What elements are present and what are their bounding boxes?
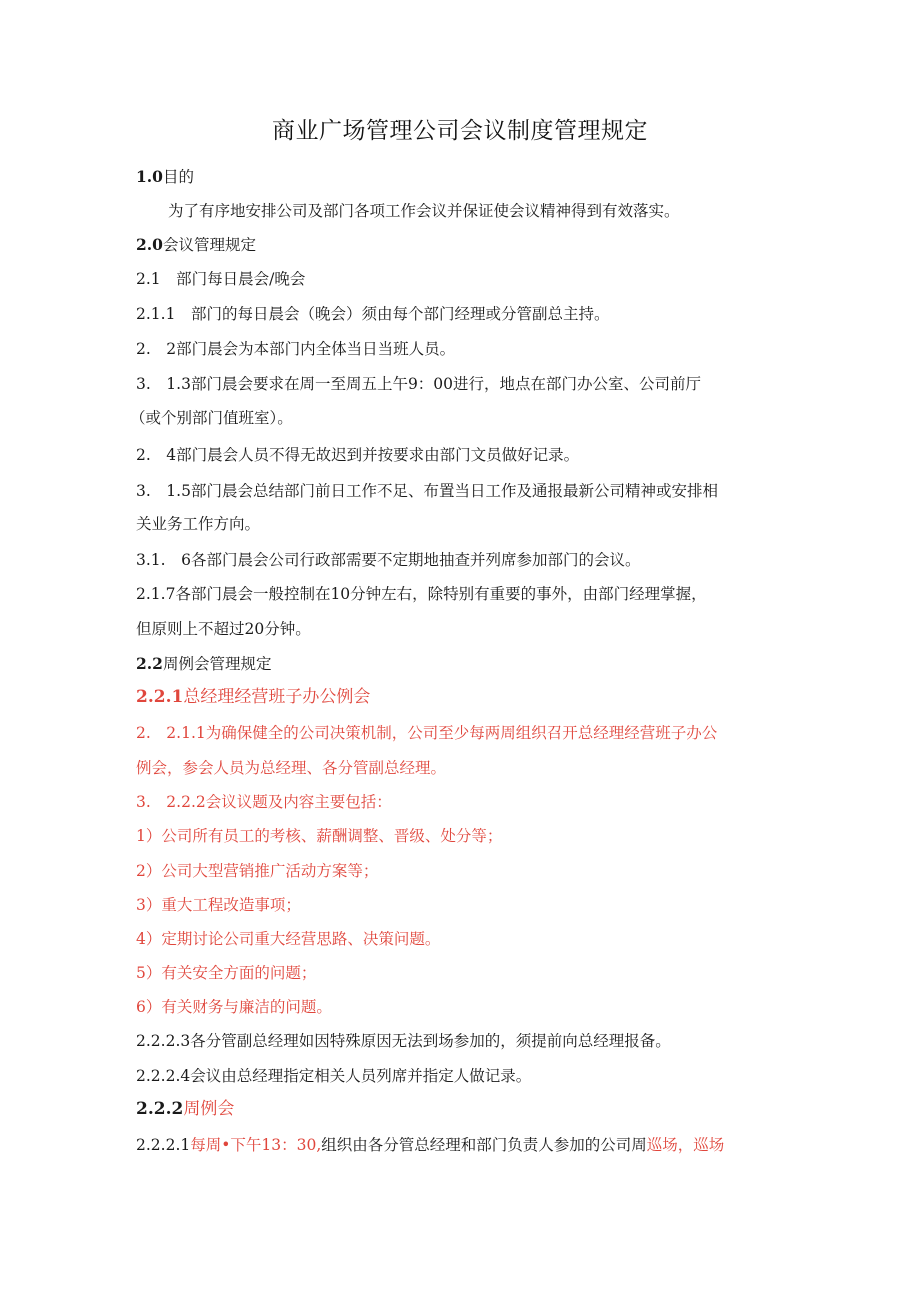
clause-line-continued: 例会，参会人员为总经理、各分管副总经理。 [136,759,447,777]
clause-text: 组织由各分管总经理和部门负责人参加的公司周 [321,1136,647,1154]
section-title: 总经理经营班子办公例会 [183,687,371,707]
purpose-paragraph: 为了有序地安排公司及部门各项工作会议并保证使会议精神得到有效落实。 [168,202,680,220]
clause-line [136,1135,724,1155]
highlight-text: 巡场，巡场 [646,1136,725,1154]
clause-line: 2.1.7各部门晨会一般控制在10分钟左右，除特别有重要的事外，由部门经理掌握， [136,585,707,603]
section-1-0 [136,167,194,187]
clause-line: 3. 1.5部门晨会总结部门前日工作不足、布置当日工作及通报最新公司精神或安排相 [136,482,718,500]
section-number: 2.2.1 [136,687,184,707]
clause-number: 2.2.2.1 [136,1136,191,1154]
clause-line-continued: 关业务工作方向。 [136,515,261,533]
list-item: 5）有关安全方面的问题； [136,964,317,982]
clause-line: 2.2.2.3各分管副总经理如因特殊原因无法到场参加的，须提前向总经理报备。 [136,1032,671,1050]
subsection-2-1: 2.1 部门每日晨会/晚会 [136,270,306,288]
subsection-2-2-1 [136,687,370,707]
highlight-text: 每周•下午13：30, [190,1136,322,1154]
clause-line: 2. 2部门晨会为本部门内全体当日当班人员。 [136,340,456,358]
section-2-0 [136,235,256,255]
document-title: 商业广场管理公司会议制度管理规定 [272,118,648,144]
clause-line: 2.2.2.4会议由总经理指定相关人员列席并指定人做记录。 [136,1067,532,1085]
list-item: 6）有关财务与廉洁的问题。 [136,998,332,1016]
list-item: 4）定期讨论公司重大经营思路、决策问题。 [136,930,441,948]
section-title: 周例会 [183,1099,235,1119]
section-number: 2.2 [136,654,163,673]
section-title: 周例会管理规定 [162,655,272,673]
section-number: 1.0 [136,167,163,186]
section-title: 会议管理规定 [162,236,256,254]
clause-line-continued: （或个别部门值班室）。 [130,409,293,427]
clause-line: 2. 4部门晨会人员不得无故迟到并按要求由部门文员做好记录。 [136,446,580,464]
section-title: 目的 [162,168,194,186]
clause-line: 2.1.1 部门的每日晨会（晚会）须由每个部门经理或分管副总主持。 [136,305,610,323]
subsection-2-2 [136,654,271,674]
list-item: 1）公司所有员工的考核、薪酬调整、晋级、处分等； [136,827,503,845]
clause-line: 2. 2.1.1为确保健全的公司决策机制，公司至少每两周组织召开总经理经营班子办公 [136,724,718,742]
list-item: 3）重大工程改造事项； [136,896,301,914]
clause-line: 3. 2.2.2会议议题及内容主要包括： [136,793,392,811]
subsection-2-2-2 [136,1099,234,1119]
clause-line: 3.1. 6各部门晨会公司行政部需要不定期地抽查并列席参加部门的会议。 [136,551,641,569]
section-number: 2.2.2 [136,1099,184,1119]
list-item: 2）公司大型营销推广活动方案等； [136,862,379,880]
clause-line: 3. 1.3部门晨会要求在周一至周五上午9：00进行，地点在部门办公室、公司前厅 [136,375,702,393]
section-number: 2.0 [136,235,163,254]
clause-line-continued: 但原则上不超过20分钟。 [136,620,311,638]
